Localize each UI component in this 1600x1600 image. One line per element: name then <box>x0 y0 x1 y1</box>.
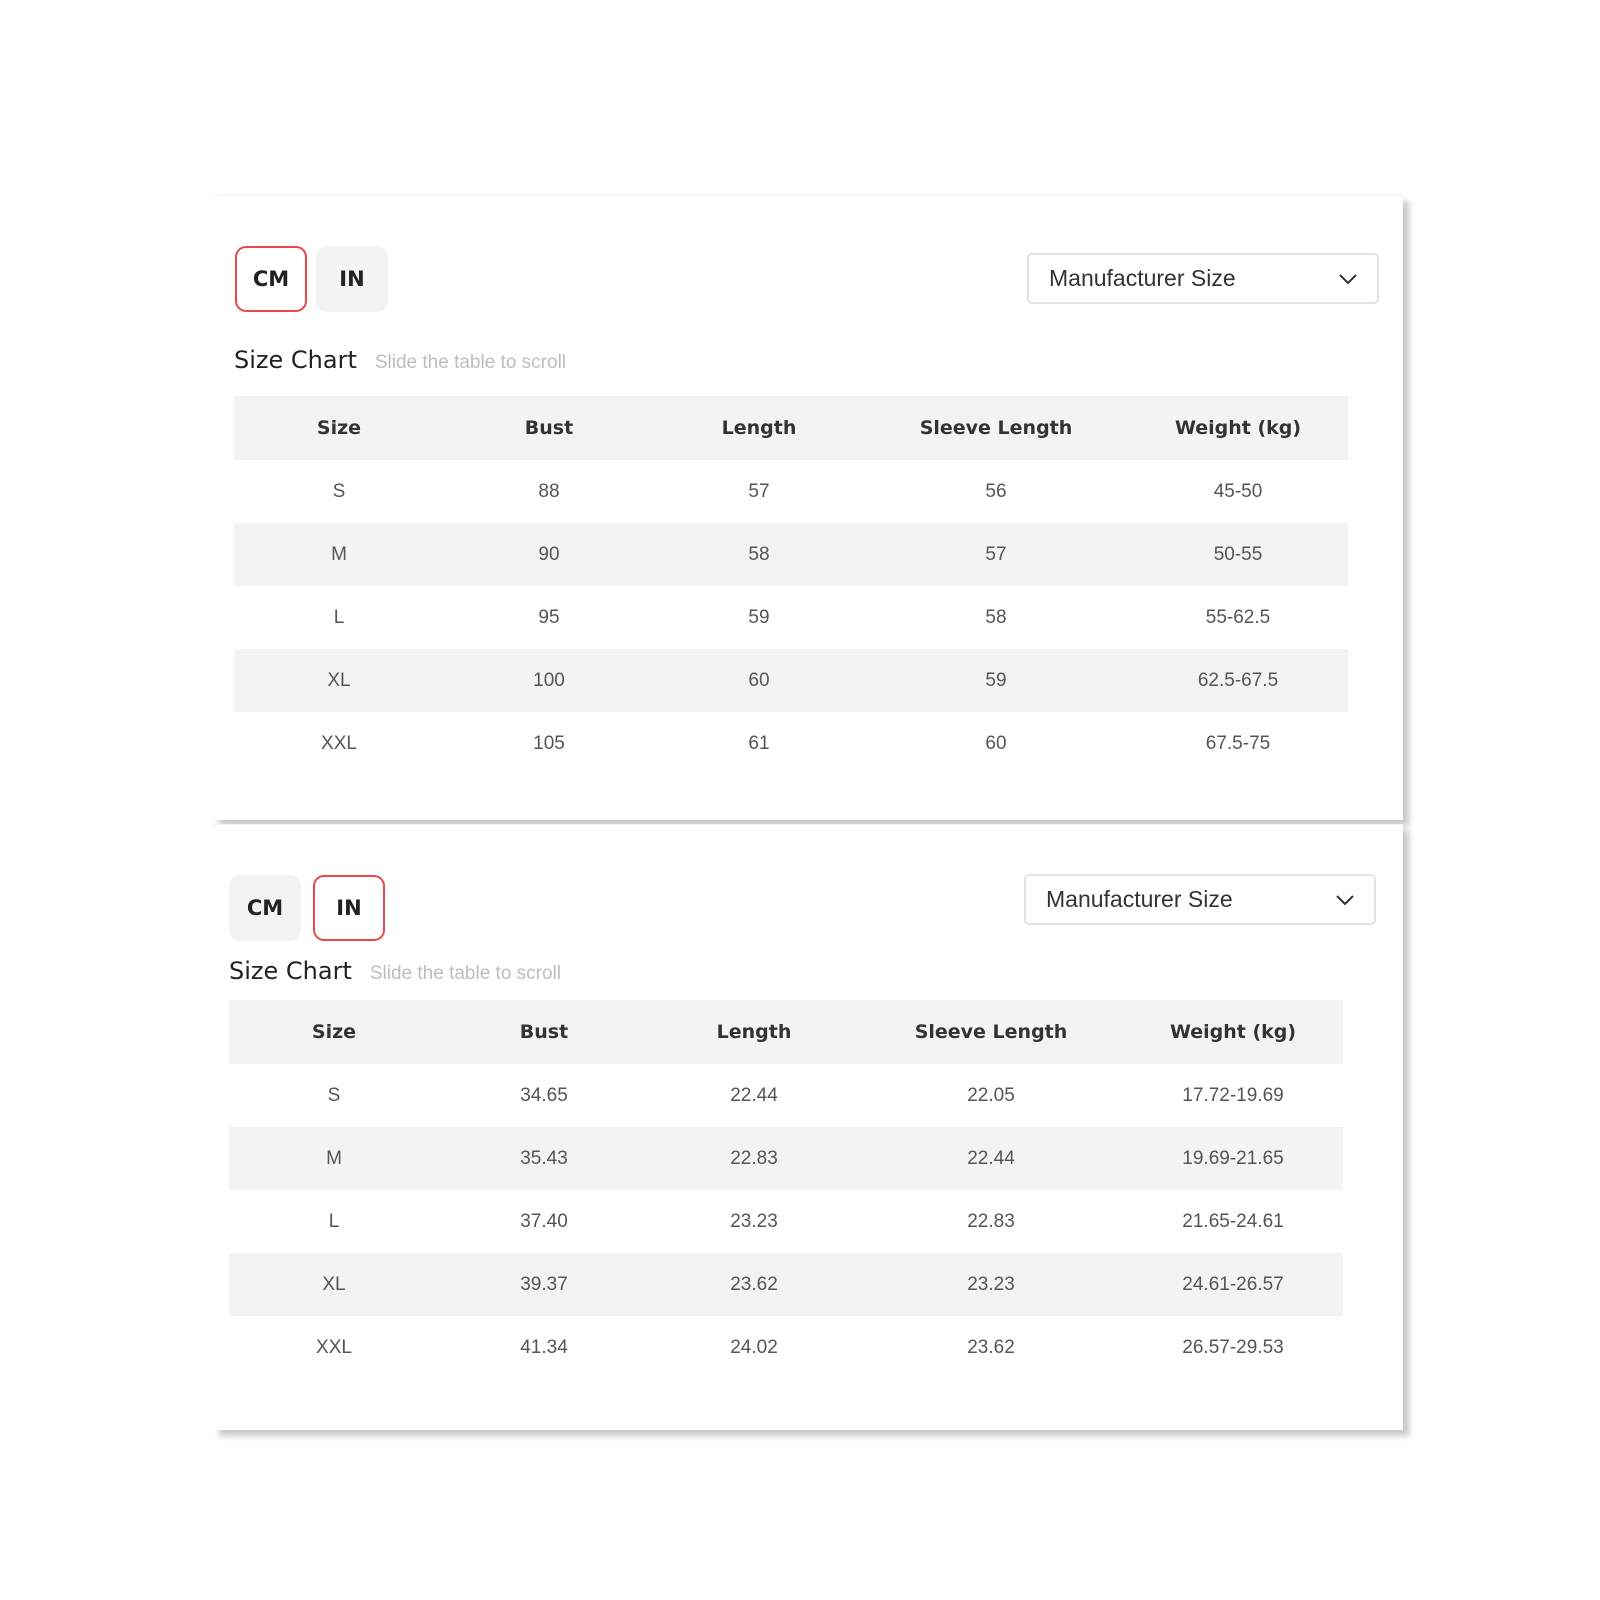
table-cell: S <box>327 1084 341 1106</box>
table-row <box>229 1064 1343 1127</box>
table-cell: 67.5-75 <box>1205 732 1271 754</box>
table-cell: 50-55 <box>1128 523 1348 586</box>
table-cell: 17.72-19.69 <box>1182 1084 1284 1106</box>
table-cell: 19.69-21.65 <box>1123 1127 1343 1190</box>
table-row <box>234 586 1348 649</box>
table-cell: 57 <box>864 523 1128 586</box>
table-cell: 24.02 <box>730 1336 778 1358</box>
table-cell: 22.83 <box>967 1210 1015 1232</box>
table-cell: 35.43 <box>439 1127 649 1190</box>
table-cell: 61 <box>748 732 770 754</box>
unit-toggle-in[interactable]: IN <box>316 246 388 312</box>
size-chart-heading <box>229 957 561 985</box>
table-cell: 90 <box>444 523 654 586</box>
table-cell: 58 <box>985 606 1007 628</box>
size-type-dropdown-value: Manufacturer Size <box>1046 886 1233 912</box>
size-chart-heading <box>234 346 566 374</box>
table-cell: 22.83 <box>649 1127 859 1190</box>
column-header-bust: Bust <box>444 396 654 460</box>
table-cell: L <box>333 606 345 628</box>
table-cell: 105 <box>533 732 565 754</box>
table-cell: 100 <box>444 649 654 712</box>
table-cell: 45-50 <box>1213 480 1263 502</box>
unit-toggle-cm[interactable]: CM <box>229 875 301 941</box>
chevron-down-icon <box>1334 893 1356 907</box>
table-cell: 55-62.5 <box>1205 606 1271 628</box>
scroll-hint: Slide the table to scroll <box>374 352 567 373</box>
size-table <box>234 396 1348 775</box>
table-row <box>234 649 1348 712</box>
table-cell: XL <box>234 649 444 712</box>
table-cell: 59 <box>748 606 770 628</box>
table-cell: 60 <box>985 732 1007 754</box>
table-row <box>234 460 1348 523</box>
column-header-weight: Weight (kg) <box>1128 396 1348 460</box>
table-cell: XXL <box>321 732 357 754</box>
size-chart-title: Size Chart <box>234 346 357 374</box>
scroll-hint: Slide the table to scroll <box>369 963 562 984</box>
chevron-down-icon <box>1337 272 1359 286</box>
table-cell: 39.37 <box>439 1253 649 1316</box>
column-header-bust: Bust <box>439 1000 649 1064</box>
size-table <box>229 1000 1343 1379</box>
table-row <box>234 523 1348 586</box>
table-cell: 62.5-67.5 <box>1128 649 1348 712</box>
table-cell: M <box>234 523 444 586</box>
table-cell: 23.62 <box>967 1336 1015 1358</box>
table-cell: 23.62 <box>649 1253 859 1316</box>
table-cell: 23.23 <box>730 1210 778 1232</box>
table-cell: XXL <box>316 1336 352 1358</box>
size-type-dropdown-value: Manufacturer Size <box>1049 265 1236 291</box>
table-cell: 41.34 <box>520 1336 568 1358</box>
table-row <box>229 1127 1343 1190</box>
table-cell: XL <box>229 1253 439 1316</box>
column-header-size: Size <box>229 1000 439 1064</box>
size-type-dropdown[interactable] <box>1027 253 1379 304</box>
table-row <box>234 712 1348 775</box>
table-header-row <box>234 396 1348 460</box>
table-cell: S <box>332 480 346 502</box>
table-cell: 22.05 <box>967 1084 1015 1106</box>
table-cell: 23.23 <box>859 1253 1123 1316</box>
table-cell: 21.65-24.61 <box>1182 1210 1284 1232</box>
column-header-length: Length <box>654 396 864 460</box>
table-cell: 58 <box>654 523 864 586</box>
table-cell: M <box>229 1127 439 1190</box>
column-header-sleeve-length: Sleeve Length <box>859 1000 1123 1064</box>
table-cell: 34.65 <box>520 1084 568 1106</box>
size-chart-title: Size Chart <box>229 957 352 985</box>
size-chart-panel-cm <box>213 195 1403 820</box>
table-cell: 24.61-26.57 <box>1123 1253 1343 1316</box>
table-cell: 95 <box>538 606 560 628</box>
column-header-length: Length <box>649 1000 859 1064</box>
unit-toggle-cm[interactable]: CM <box>235 246 307 312</box>
column-header-sleeve-length: Sleeve Length <box>864 396 1128 460</box>
column-header-weight: Weight (kg) <box>1123 1000 1343 1064</box>
table-cell: 60 <box>654 649 864 712</box>
table-row <box>229 1190 1343 1253</box>
table-cell: 59 <box>864 649 1128 712</box>
size-chart-panel-in <box>213 824 1403 1430</box>
table-cell: 22.44 <box>730 1084 778 1106</box>
table-cell: 22.44 <box>859 1127 1123 1190</box>
table-row <box>229 1316 1343 1379</box>
table-row <box>229 1253 1343 1316</box>
column-header-size: Size <box>234 396 444 460</box>
table-header-row <box>229 1000 1343 1064</box>
table-cell: 56 <box>985 480 1007 502</box>
table-cell: 57 <box>748 480 770 502</box>
size-type-dropdown[interactable] <box>1024 874 1376 925</box>
table-cell: 37.40 <box>520 1210 568 1232</box>
table-cell: 26.57-29.53 <box>1182 1336 1284 1358</box>
unit-toggle-in[interactable]: IN <box>313 875 385 941</box>
table-cell: L <box>328 1210 340 1232</box>
table-cell: 88 <box>538 480 560 502</box>
